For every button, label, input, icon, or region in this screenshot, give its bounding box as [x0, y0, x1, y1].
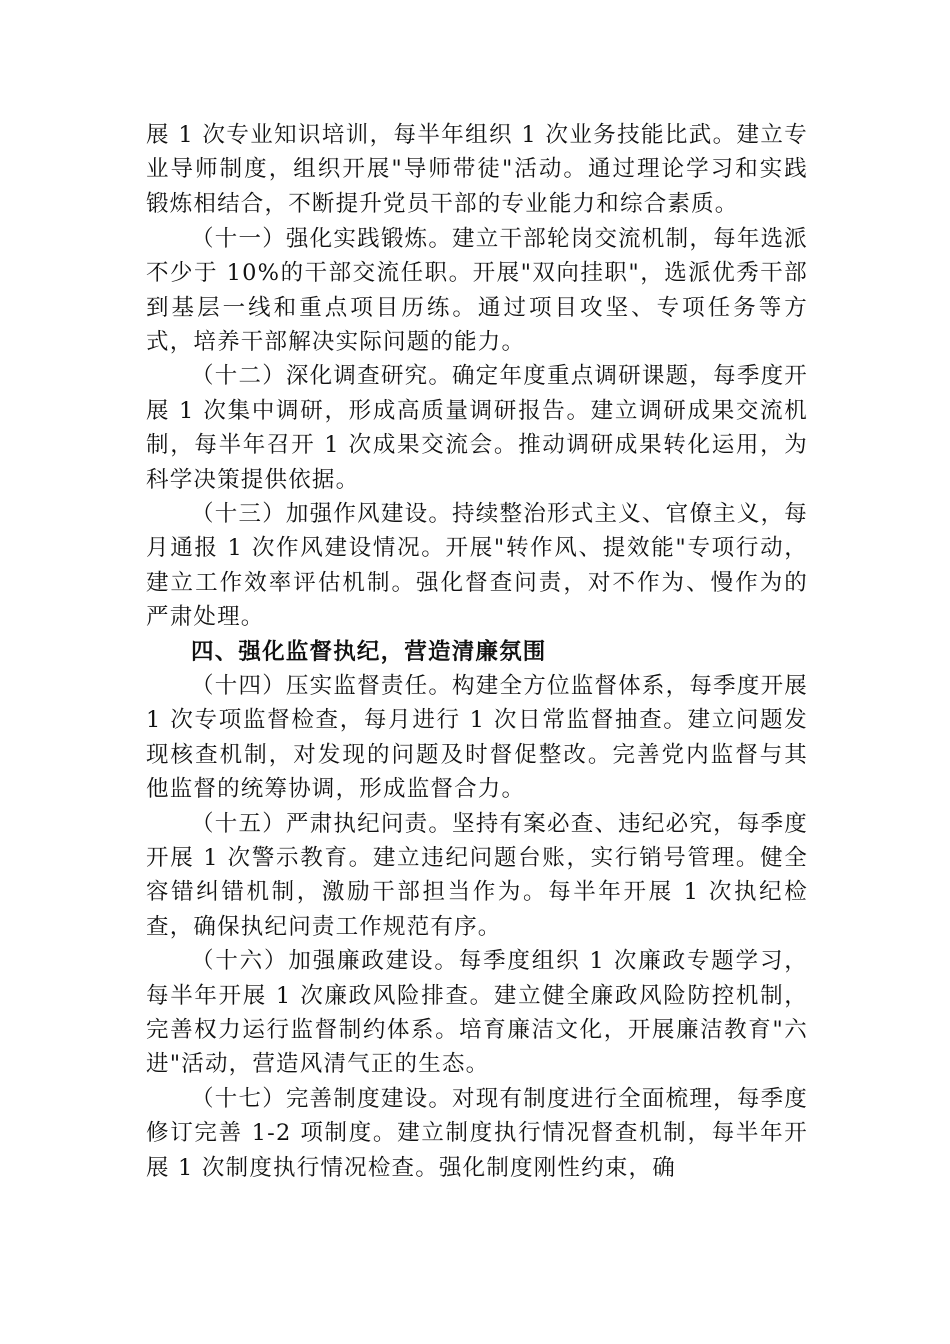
paragraph-item-17: （十七）完善制度建设。对现有制度进行全面梳理，每季度修订完善 1-2 项制度。建立制度执行情况督查机制，每半年开展 1 次制度执行情况检查。强化制度刚性约束，确: [146, 1085, 808, 1181]
paragraph-item-11: （十一）强化实践锻炼。建立干部轮岗交流机制，每年选派不少于 10%的干部交流任职。开展"双向挂职"，选派优秀干部到基层一线和重点项目历练。通过项目攻坚、专项任务等方式，培养干部解决实际问题的能力。: [146, 225, 808, 355]
paragraph-item-14: （十四）压实监督责任。构建全方位监督体系，每季度开展 1 次专项监督检查，每月进行 1 次日常监督抽查。建立问题发现核查机制，对发现的问题及时督促整改。完善党内监督与其他监督的统筹协调，形成监督合力。: [146, 673, 808, 803]
paragraph-item-16: （十六）加强廉政建设。每季度组织 1 次廉政专题学习，每半年开展 1 次廉政风险排查。建立健全廉政风险防控机制，完善权力运行监督制约体系。培育廉洁文化，开展廉洁教育"六进"活动，营造风清气正的生态。: [146, 948, 808, 1078]
paragraph-item-12: （十二）深化调查研究。确定年度重点调研课题，每季度开展 1 次集中调研，形成高质量调研报告。建立调研成果交流机制，每半年召开 1 次成果交流会。推动调研成果转化运用，为科学决策提供依据。: [146, 363, 808, 493]
section-heading-4: 四、强化监督执纪，营造清廉氛围: [191, 638, 547, 665]
document-body: [146, 118, 808, 1185]
paragraph-continuation: 展 1 次专业知识培训，每半年组织 1 次业务技能比武。建立专业导师制度，组织开展"导师带徒"活动。通过理论学习和实践锻炼相结合，不断提升党员干部的专业能力和综合素质。: [146, 122, 808, 217]
paragraph-item-15: （十五）严肃执纪问责。坚持有案必查、违纪必究，每季度开展 1 次警示教育。建立违纪问题台账，实行销号管理。健全容错纠错机制，激励干部担当作为。每半年开展 1 次执纪检查，确保执纪问责工作规范有序。: [146, 810, 808, 940]
paragraph-item-13: （十三）加强作风建设。持续整治形式主义、官僚主义，每月通报 1 次作风建设情况。开展"转作风、提效能"专项行动，建立工作效率评估机制。强化督查问责，对不作为、慢作为的严肃处理。: [146, 500, 808, 631]
